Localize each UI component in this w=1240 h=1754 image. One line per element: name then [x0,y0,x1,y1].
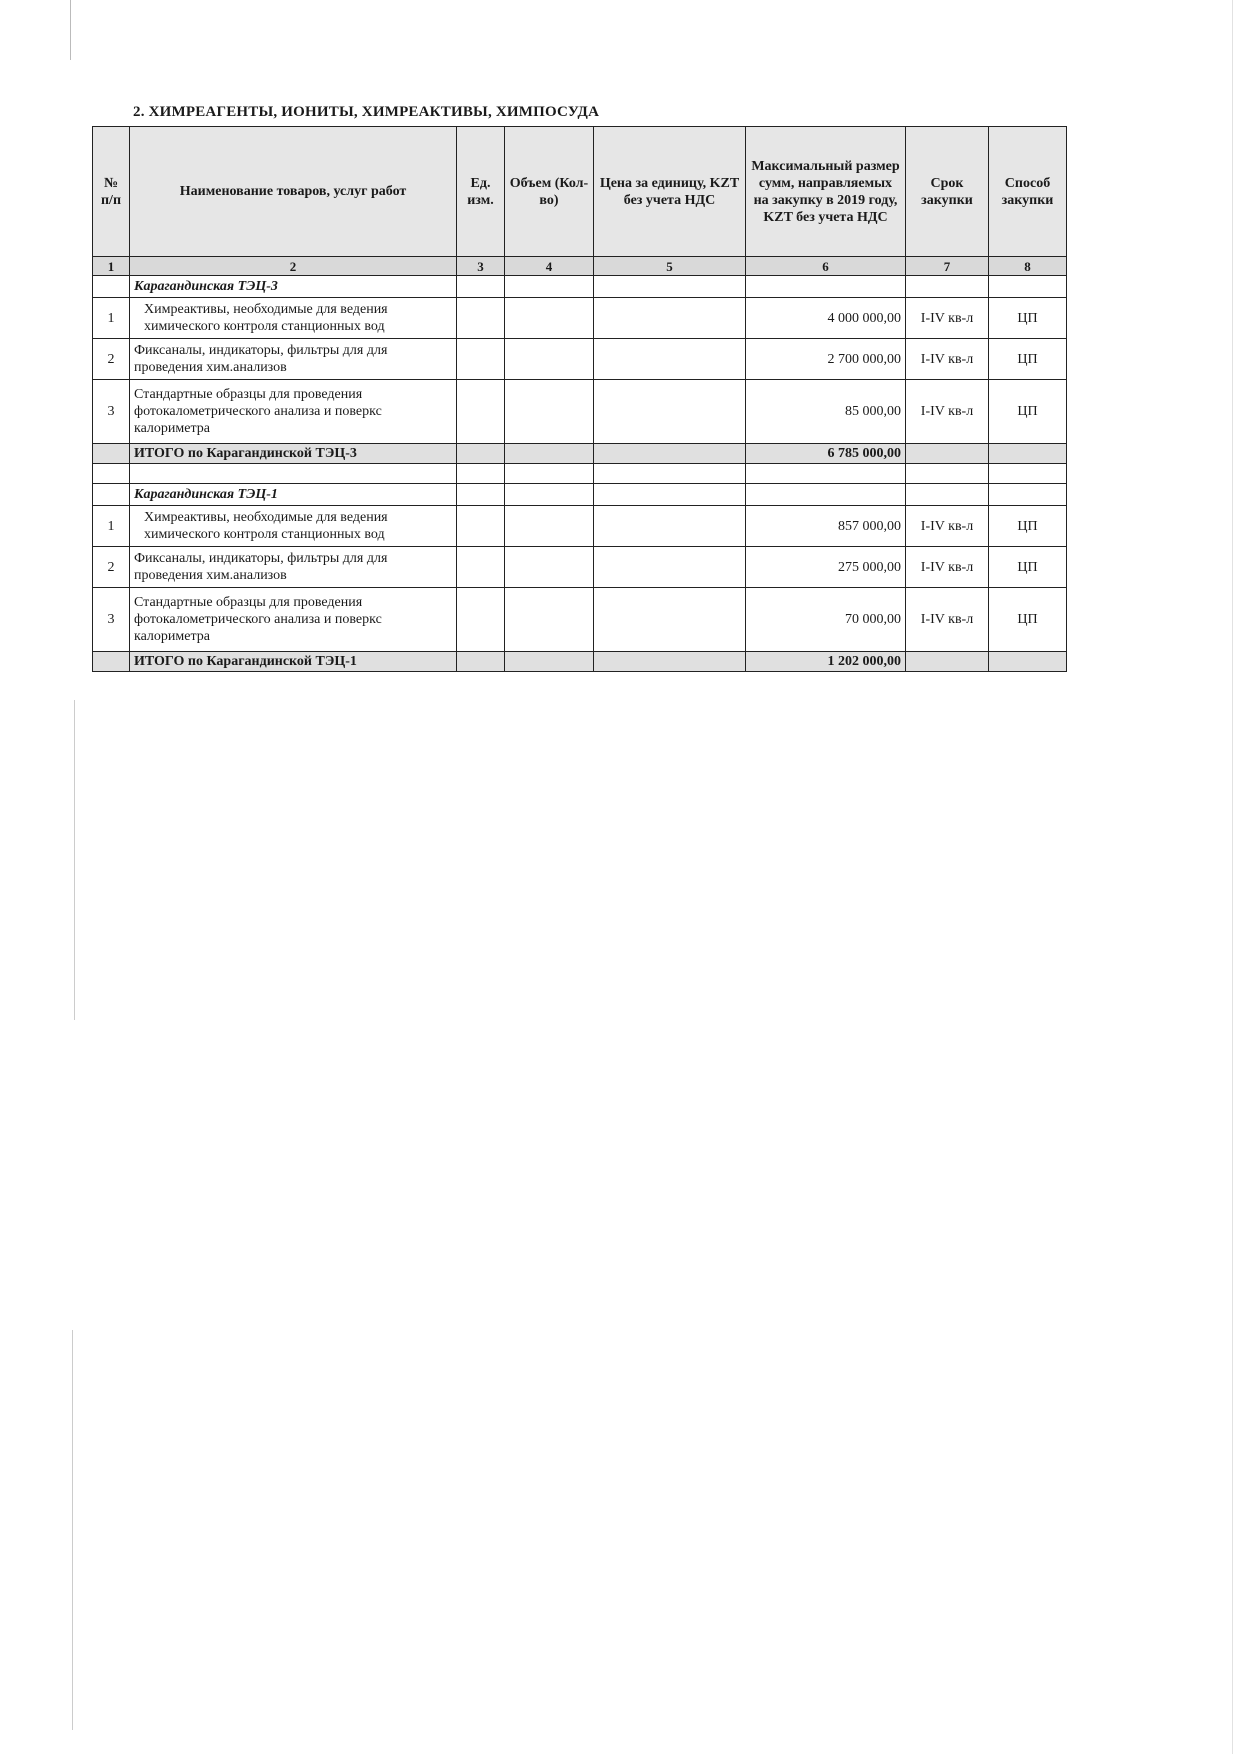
column-number: 4 [505,257,594,276]
header-name: Наименование товаров, услуг работ [130,127,457,257]
row-number: 1 [93,506,130,547]
row-number: 2 [93,339,130,380]
section-name: Карагандинская ТЭЦ-3 [130,276,457,298]
row-amount: 857 000,00 [746,506,906,547]
row-name: Стандартные образцы для проведения фотокалометрического анализа и поверкс калориметра [130,588,457,652]
section-total-row [93,444,1067,464]
row-number: 3 [93,380,130,444]
row-number: 2 [93,547,130,588]
row-term: I-IV кв-л [906,339,989,380]
row-name: Фиксаналы, индикаторы, фильтры для для проведения хим.анализов [130,547,457,588]
row-method: ЦП [989,380,1067,444]
row-amount: 2 700 000,00 [746,339,906,380]
row-amount: 275 000,00 [746,547,906,588]
section-total-row [93,652,1067,672]
section-header-row [93,484,1067,506]
column-number: 6 [746,257,906,276]
header-num: № п/п [93,127,130,257]
header-unit: Ед. изм. [457,127,505,257]
column-number: 1 [93,257,130,276]
header-term: Срок закупки [906,127,989,257]
scan-artifact [74,700,75,1020]
header-row [93,127,1067,257]
table-row [93,339,1067,380]
scan-artifact [70,0,71,60]
column-number: 7 [906,257,989,276]
table-row [93,588,1067,652]
section-total-label: ИТОГО по Карагандинской ТЭЦ-3 [130,444,457,464]
row-term: I-IV кв-л [906,298,989,339]
column-number-row [93,257,1067,276]
table-row [93,547,1067,588]
scan-artifact [72,1330,73,1730]
row-term: I-IV кв-л [906,506,989,547]
header-method: Способ закупки [989,127,1067,257]
row-name: Химреактивы, необходимые для ведения химического контроля станционных вод [130,298,457,339]
row-number: 1 [93,298,130,339]
row-amount: 85 000,00 [746,380,906,444]
row-method: ЦП [989,506,1067,547]
column-number: 5 [594,257,746,276]
row-term: I-IV кв-л [906,588,989,652]
row-method: ЦП [989,339,1067,380]
row-name: Фиксаналы, индикаторы, фильтры для для проведения хим.анализов [130,339,457,380]
table-row [93,506,1067,547]
header-max-amount: Максимальный размер сумм, направляемых на закупку в 2019 году, KZT без учета НДС [746,127,906,257]
row-amount: 4 000 000,00 [746,298,906,339]
table-row [93,298,1067,339]
column-number: 2 [130,257,457,276]
blank-row [93,464,1067,484]
section-name: Карагандинская ТЭЦ-1 [130,484,457,506]
header-unit-price: Цена за единицу, KZT без учета НДС [594,127,746,257]
row-name: Стандартные образцы для проведения фотокалометрического анализа и поверкс калориметра [130,380,457,444]
row-method: ЦП [989,547,1067,588]
section-total-amount: 1 202 000,00 [746,652,906,672]
row-term: I-IV кв-л [906,380,989,444]
column-number: 8 [989,257,1067,276]
header-volume: Объем (Кол-во) [505,127,594,257]
section-header-row [93,276,1067,298]
row-amount: 70 000,00 [746,588,906,652]
row-method: ЦП [989,298,1067,339]
column-number: 3 [457,257,505,276]
section-total-amount: 6 785 000,00 [746,444,906,464]
row-number: 3 [93,588,130,652]
procurement-table [92,126,1067,672]
row-name: Химреактивы, необходимые для ведения химического контроля станционных вод [130,506,457,547]
section-total-label: ИТОГО по Карагандинской ТЭЦ-1 [130,652,457,672]
table-row [93,380,1067,444]
scan-artifact [1232,0,1233,1754]
row-method: ЦП [989,588,1067,652]
section-title: 2. ХИМРЕАГЕНТЫ, ИОНИТЫ, ХИМРЕАКТИВЫ, ХИМПОСУДА [133,104,600,120]
row-term: I-IV кв-л [906,547,989,588]
